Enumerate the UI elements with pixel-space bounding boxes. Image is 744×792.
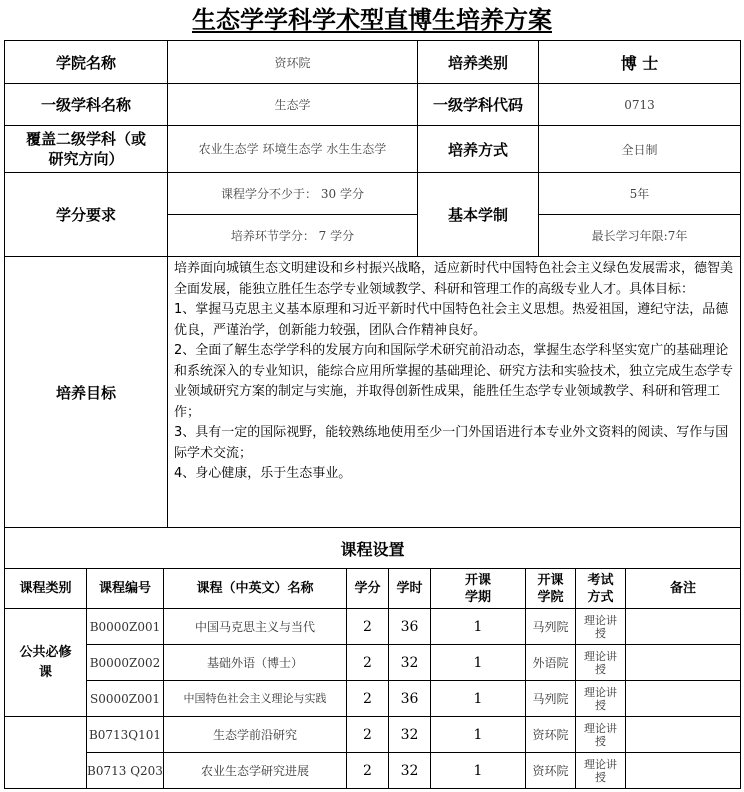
page-title: 生态学学科学术型直博生培养方案 xyxy=(192,6,552,34)
course-hours: 32 xyxy=(389,645,431,681)
course-exam: 理论讲授 xyxy=(576,645,626,681)
train-mode-label: 培养方式 xyxy=(418,126,539,173)
level2-value: 农业生态学 环境生态学 水生生态学 xyxy=(168,126,418,173)
duration-values xyxy=(539,173,741,257)
duration-value: 5年 xyxy=(539,173,740,215)
level1-code-value: 0713 xyxy=(539,84,741,126)
course-code: B0000Z001 xyxy=(87,609,164,645)
course-exam: 理论讲授 xyxy=(576,609,626,645)
col-remark: 备注 xyxy=(626,569,741,609)
course-term: 1 xyxy=(431,609,526,645)
course-credit: 2 xyxy=(347,609,389,645)
table-row xyxy=(5,609,741,645)
goal-label: 培养目标 xyxy=(5,257,168,528)
course-credit: 2 xyxy=(347,645,389,681)
level1-code-label: 一级学科代码 xyxy=(418,84,539,126)
table-row xyxy=(5,681,741,717)
course-category-public: 公共必修课 xyxy=(5,609,87,717)
course-college: 资环院 xyxy=(526,753,576,789)
course-code: B0713 Q203 xyxy=(87,753,164,789)
course-term: 1 xyxy=(431,753,526,789)
level1-name-value: 生态学 xyxy=(168,84,418,126)
goal-paragraph: 1、掌握马克思主义基本原理和习近平新时代中国特色社会主义思想。热爱祖国，遵纪守法，品德优良，严谨治学，创新能力较强，团队合作精神良好。 xyxy=(174,302,729,338)
level1-name-label: 一级学科名称 xyxy=(5,84,168,126)
goal-paragraph: 4、身心健康，乐于生态事业。 xyxy=(174,466,352,481)
course-term: 1 xyxy=(431,717,526,753)
course-hours: 32 xyxy=(389,753,431,789)
course-name: 农业生态学研究进展 xyxy=(164,753,347,789)
goal-text xyxy=(168,257,741,528)
credit-label: 学分要求 xyxy=(5,173,168,257)
course-name: 中国马克思主义与当代 xyxy=(164,609,347,645)
table-row xyxy=(5,717,741,753)
course-college: 马列院 xyxy=(526,609,576,645)
train-type-label: 培养类别 xyxy=(418,41,539,84)
course-name: 生态学前沿研究 xyxy=(164,717,347,753)
goal-paragraph: 3、具有一定的国际视野，能较熟练地使用至少一门外国语进行本专业外文资料的阅读、写作与国际学术交流； xyxy=(174,425,729,461)
train-mode-value: 全日制 xyxy=(539,126,741,173)
course-college: 外语院 xyxy=(526,645,576,681)
col-college: 开课学院 xyxy=(526,569,576,609)
course-college: 马列院 xyxy=(526,681,576,717)
course-section-title: 课程设置 xyxy=(5,528,741,569)
course-credit: 2 xyxy=(347,681,389,717)
course-term: 1 xyxy=(431,645,526,681)
level2-label: 覆盖二级学科（或研究方向） xyxy=(5,126,168,173)
table-row xyxy=(5,645,741,681)
course-category-blank xyxy=(5,717,87,789)
col-code: 课程编号 xyxy=(87,569,164,609)
course-exam: 理论讲授 xyxy=(576,681,626,717)
duration-label: 基本学制 xyxy=(418,173,539,257)
col-exam: 考试方式 xyxy=(576,569,626,609)
course-hours: 36 xyxy=(389,609,431,645)
college-label: 学院名称 xyxy=(5,41,168,84)
credit-requirements xyxy=(168,173,418,257)
table-row xyxy=(5,753,741,789)
goal-paragraph: 2、全面了解生态学学科的发展方向和国际学术研究前沿动态，掌握生态学科坚实宽广的基础理论和系统深入的专业知识，能综合应用所掌握的基础理论、研究方法和实验技术，独立完成生态学专业领域研究方案的制定与实施，并取得创新性成果，能胜任生态学专业领域教学、科研和管理工作； xyxy=(174,343,734,420)
course-code: B0713Q101 xyxy=(87,717,164,753)
train-type-value: 博 士 xyxy=(539,41,741,84)
course-credit: 2 xyxy=(347,753,389,789)
info-table xyxy=(4,40,741,569)
course-term: 1 xyxy=(431,681,526,717)
col-category: 课程类别 xyxy=(5,569,87,609)
duration-max: 最长学习年限:7年 xyxy=(591,229,688,243)
course-remark xyxy=(626,717,741,753)
goal-paragraph: 培养面向城镇生态文明建设和乡村振兴战略，适应新时代中国特色社会主义绿色发展需求，德智美全面发展，能独立胜任生态学专业领域教学、科研和管理工作的高级专业人才。具体目标： xyxy=(174,261,734,297)
col-name: 课程（中英文）名称 xyxy=(164,569,347,609)
course-hours: 36 xyxy=(389,681,431,717)
credit-practice: 培养环节学分： 7 学分 xyxy=(230,229,355,243)
course-table xyxy=(4,568,741,789)
course-remark xyxy=(626,681,741,717)
course-college: 资环院 xyxy=(526,717,576,753)
col-credit: 学分 xyxy=(347,569,389,609)
course-remark xyxy=(626,645,741,681)
course-name: 中国特色社会主义理论与实践 xyxy=(164,681,347,717)
course-code: B0000Z002 xyxy=(87,645,164,681)
credit-course: 课程学分不少于： 30 学分 xyxy=(168,173,417,215)
course-remark xyxy=(626,609,741,645)
course-remark xyxy=(626,753,741,789)
course-name: 基础外语（博士） xyxy=(164,645,347,681)
col-hours: 学时 xyxy=(389,569,431,609)
col-term: 开课学期 xyxy=(431,569,526,609)
course-credit: 2 xyxy=(347,717,389,753)
course-exam: 理论讲授 xyxy=(576,717,626,753)
course-hours: 32 xyxy=(389,717,431,753)
course-code: S0000Z001 xyxy=(87,681,164,717)
college-value: 资环院 xyxy=(168,41,418,84)
course-exam: 理论讲授 xyxy=(576,753,626,789)
